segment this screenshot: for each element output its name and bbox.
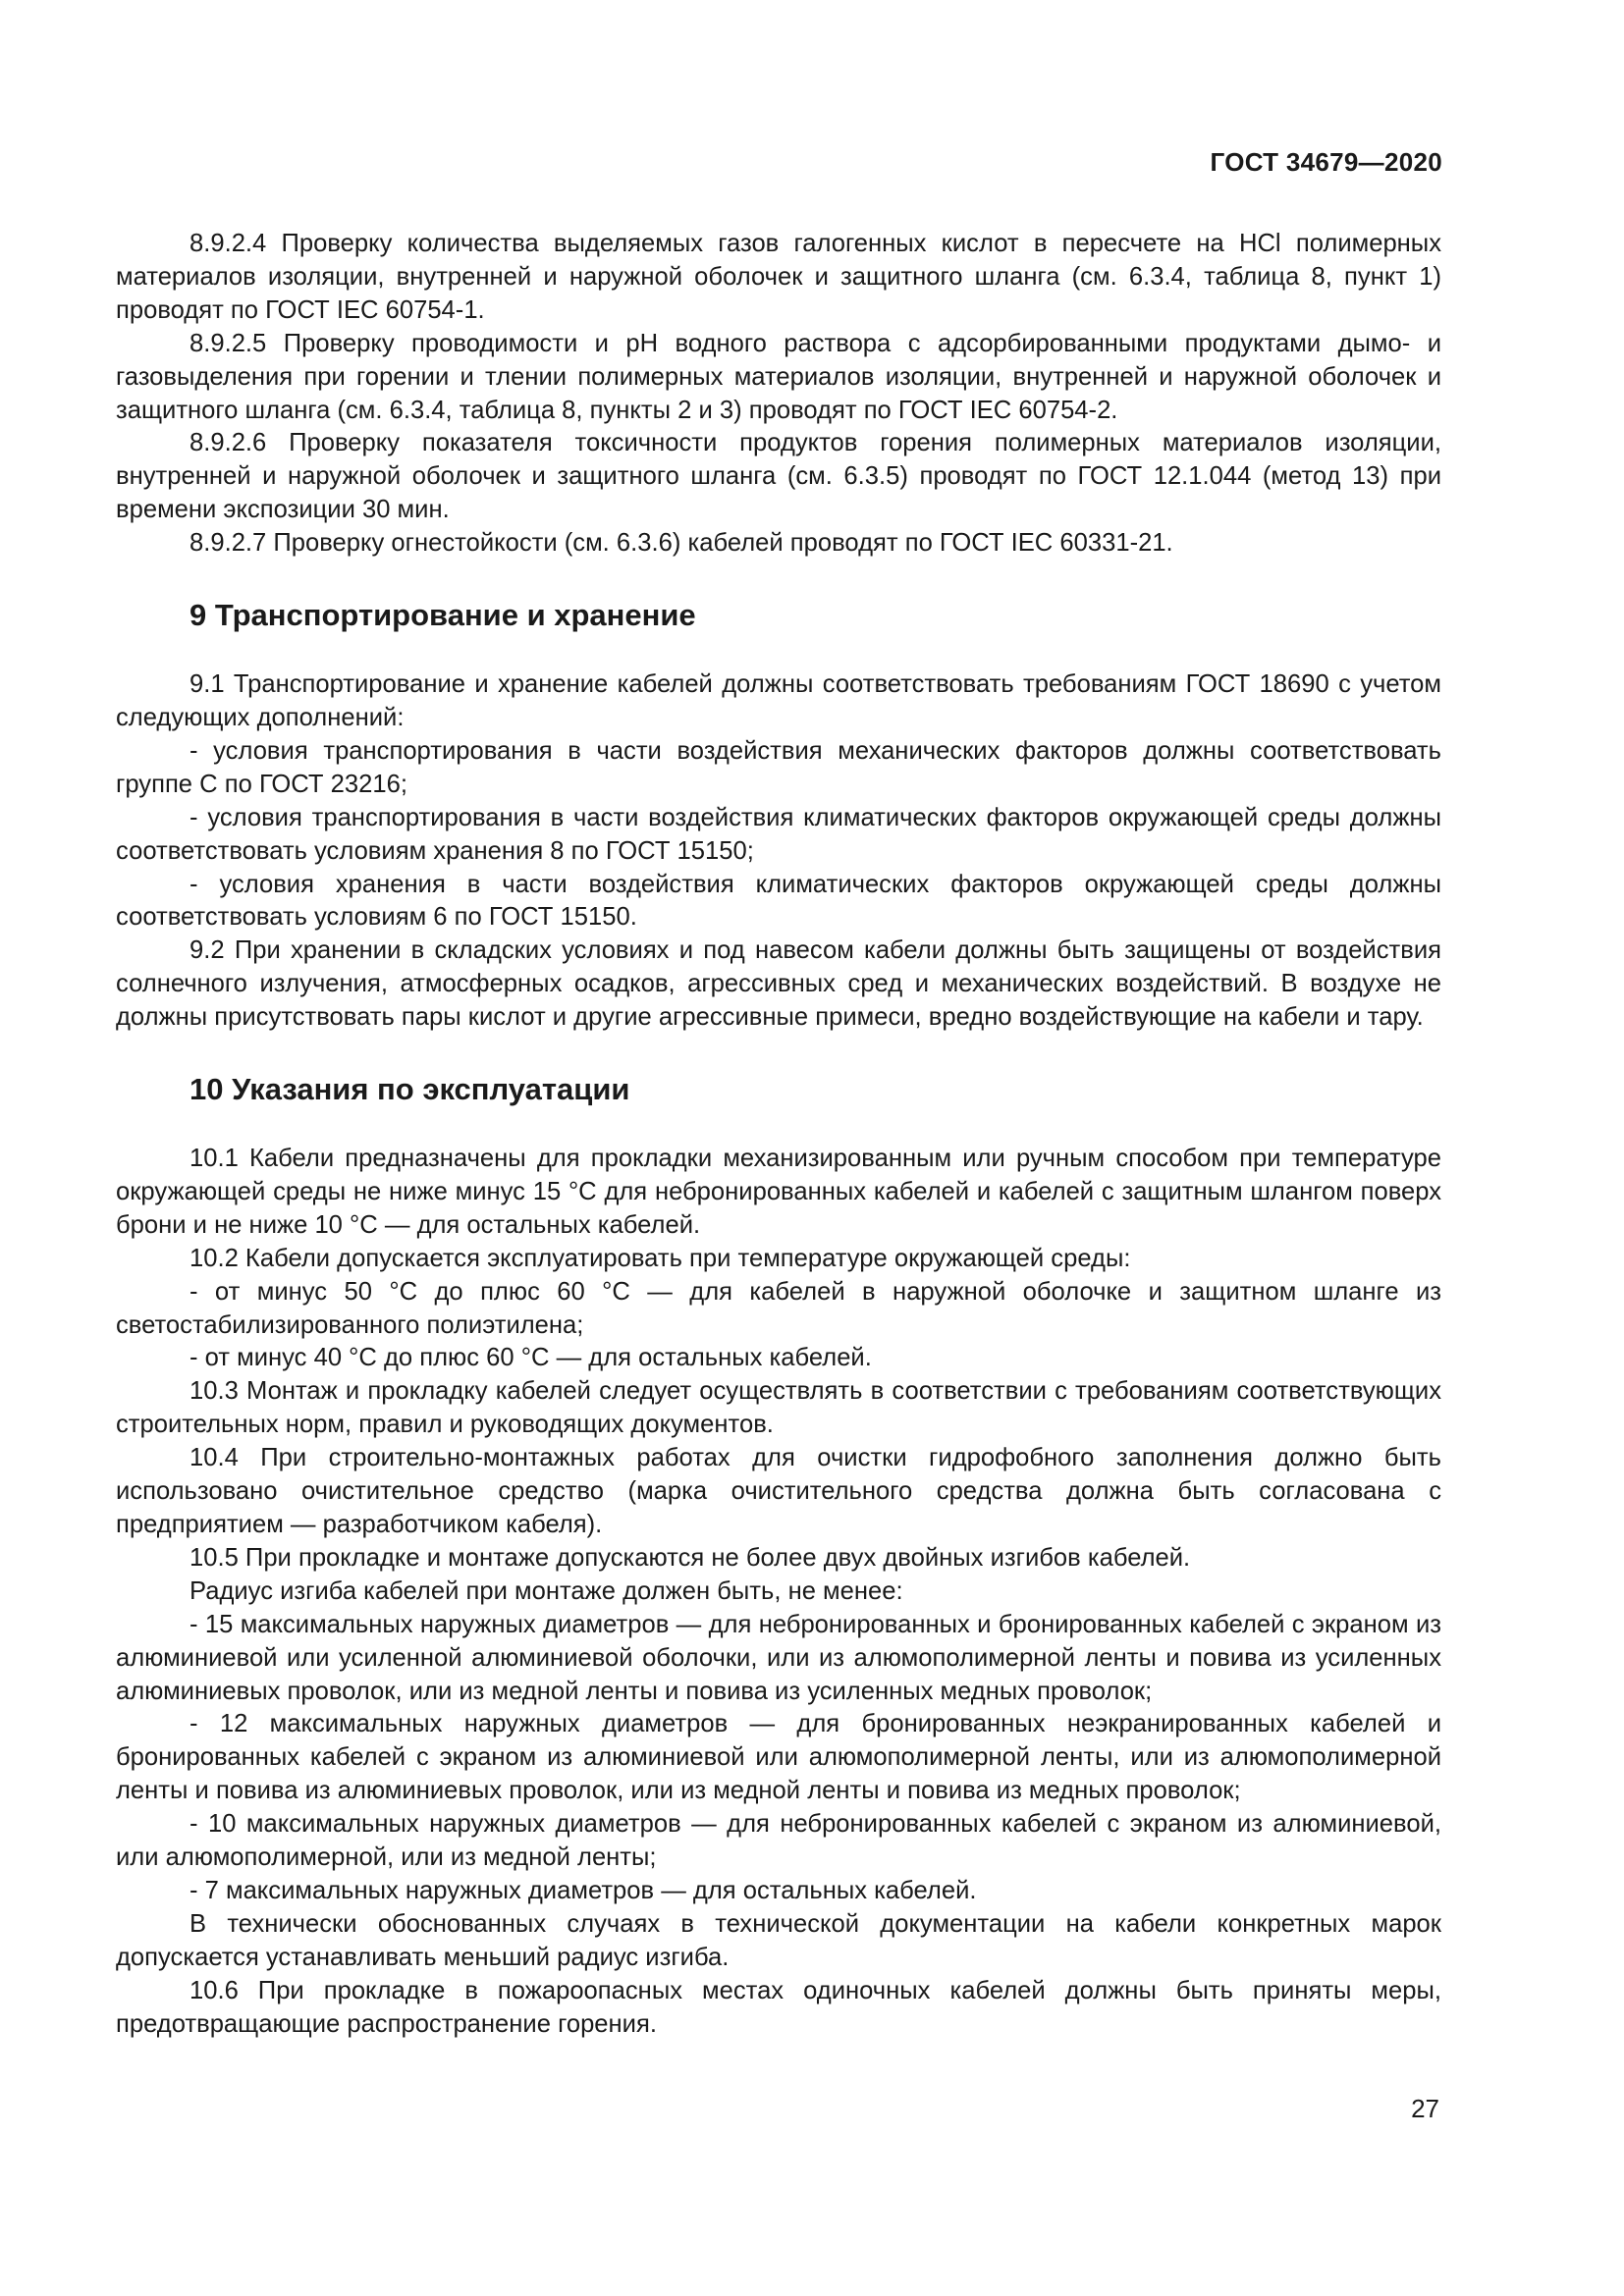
paragraph-10-5: 10.5 При прокладке и монтаже допускаются не более двух двойных изгибов кабелей. (189, 1543, 1191, 1572)
paragraph-10-6: 10.6 При прокладке в пожароопасных местах одиночных кабелей должны быть приняты меры, предотвращающие распространение горения. (116, 1976, 1441, 2038)
paragraph-10-1: 10.1 Кабели предназначены для прокладки механизированным или ручным способом при температуре окружающей среды не ниже минус 15 °С для небронированных кабелей и кабелей с защитным шлангом поверх брони и не ниже 10 °С — для остальных кабелей. (116, 1145, 1441, 1239)
paragraph-8-9-2-6: 8.9.2.6 Проверку показателя токсичности продуктов горения полимерных материалов изоляции, внутренней и наружной оболочек и защитного шланга (см. 6.3.5) проводят по ГОСТ 12.1.044 (метод 13) при времени экспозиции 30 мин. (116, 429, 1441, 524)
list-item-10-5-a: - 15 максимальных наружных диаметров — для небронированных и бронированных кабелей с экраном из алюминиевой или усиленной алюминиевой оболочки, или из алюмополимерной ленты и повива из усиленных алюминиевых проволок, или из медной ленты и повива из усиленных медных проволок; (116, 1610, 1441, 1705)
paragraph-10-5-note: В технически обоснованных случаях в технической документации на кабели конкретных марок допускается устанавливать меньший радиус изгиба. (116, 1909, 1441, 1971)
document-body (116, 228, 1441, 2042)
list-item-10-5-b: - 12 максимальных наружных диаметров — для бронированных неэкранированных кабелей и бронированных кабелей с экраном из алюминиевой или алюмополимерной ленты, или из алюмополимерной ленты и повива из алюминиевых проволок, или из медной ленты и повива из медных проволок; (116, 1710, 1441, 1805)
document-code-header: ГОСТ 34679—2020 (1210, 147, 1442, 177)
list-item-10-5-d: - 7 максимальных наружных диаметров — для остальных кабелей. (189, 1876, 977, 1904)
list-item-9-1-b: - условия транспортирования в части воздействия климатических факторов окружающей среды должны соответствовать условиям хранения 8 по ГОСТ 15150; (116, 803, 1441, 865)
section-10-heading: 10 Указания по эксплуатации (189, 1072, 630, 1107)
paragraph-9-2: 9.2 При хранении в складских условиях и под навесом кабели должны быть защищены от воздействия солнечного излучения, атмосферных осадков, агрессивных сред и механических воздействий. В воздухе не должны присутствовать пары кислот и другие агрессивные примеси, вредно воздействующие на кабели и тару. (116, 936, 1441, 1032)
section-9-heading: 9 Транспортирование и хранение (189, 598, 696, 633)
paragraph-10-3: 10.3 Монтаж и прокладку кабелей следует осуществлять в соответствии с требованиям соответствующих строительных норм, правил и руководящих документов. (116, 1377, 1441, 1439)
page-number: 27 (1411, 2094, 1439, 2123)
paragraph-10-5-radius: Радиус изгиба кабелей при монтаже должен быть, не менее: (189, 1576, 903, 1605)
paragraph-8-9-2-7: 8.9.2.7 Проверку огнестойкости (см. 6.3.6) кабелей проводят по ГОСТ IEC 60331-21. (189, 529, 1173, 558)
paragraph-10-2: 10.2 Кабели допускается эксплуатировать при температуре окружающей среды: (189, 1244, 1131, 1272)
paragraph-10-4: 10.4 При строительно-монтажных работах для очистки гидрофобного заполнения должно быть использовано очистительное средство (марка очистительного средства должна быть согласована с предприятием — разработчиком кабеля). (116, 1444, 1441, 1538)
paragraph-8-9-2-4: 8.9.2.4 Проверку количества выделяемых газов галогенных кислот в пересчете на HCl полимерных материалов изоляции, внутренней и наружной оболочек и защитного шланга (см. 6.3.4, таблица 8, пункт 1) проводят по ГОСТ IEC 60754-1. (116, 230, 1441, 324)
paragraph-9-1: 9.1 Транспортирование и хранение кабелей должны соответствовать требованиям ГОСТ 18690 с учетом следующих дополнений: (116, 670, 1441, 731)
paragraph-8-9-2-5: 8.9.2.5 Проверку проводимости и pH водного раствора с адсорбированными продуктами дымо- и газовыделения при горении и тлении полимерных материалов изоляции, внутренней и наружной оболочек и защитного шланга (см. 6.3.4, таблица 8, пункты 2 и 3) проводят по ГОСТ IEC 60754-2. (116, 329, 1441, 424)
list-item-10-5-c: - 10 максимальных наружных диаметров — для небронированных кабелей с экраном из алюминиевой, или алюмополимерной, или из медной ленты; (116, 1810, 1441, 1872)
list-item-10-2-b: - от минус 40 °С до плюс 60 °С — для остальных кабелей. (189, 1344, 872, 1372)
list-item-9-1-a: - условия транспортирования в части воздействия механических факторов должны соответствовать группе С по ГОСТ 23216; (116, 736, 1441, 798)
list-item-10-2-a: - от минус 50 °С до плюс 60 °С — для кабелей в наружной оболочке и защитном шланге из светостабилизированного полиэтилена; (116, 1277, 1441, 1339)
list-item-9-1-c: - условия хранения в части воздействия климатических факторов окружающей среды должны соответствовать условиям 6 по ГОСТ 15150. (116, 870, 1441, 932)
